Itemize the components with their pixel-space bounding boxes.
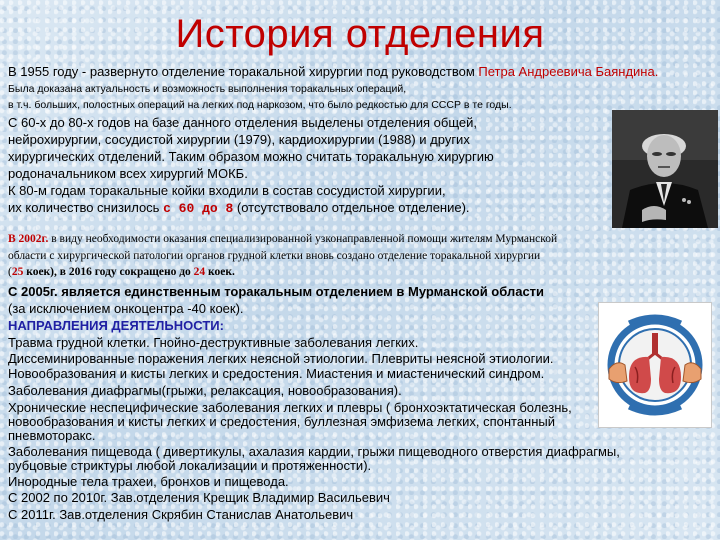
reopen-line-2: области с хирургической патологии органов грудной клетки вновь создано отделение торакальной хирургии [8, 250, 541, 262]
intro-line-3: в т.ч. больших, полостных операций на легких под наркозом, что было редкостью для СССР в те годы. [8, 99, 512, 111]
beds-count-2002: 25 [11, 266, 24, 278]
direction-item: Инородные тела трахеи, бронхов и пищевода. [8, 474, 289, 489]
reopen-line-3 [8, 266, 235, 278]
intro-text: В 1955 году - развернуто отделение торакальной хирургии под руководством [8, 64, 479, 79]
oncology-note: (за исключением онкоцентра -40 коек). [8, 301, 244, 316]
head-of-dept-2002: С 2002 по 2010г. Зав.отделения Крещик Владимир Васильевич [8, 490, 390, 505]
beds-text-2: коек. [205, 266, 235, 278]
direction-item: Диссеминированные поражения легких неясной этиологии. Плевриты неясной этиологии. [8, 351, 554, 366]
reopen-text: в виду необходимости оказания специализированной узконаправленной помощи жителям Мурманской [48, 233, 558, 245]
founder-portrait [612, 110, 718, 228]
beds-count-2016: 24 [193, 266, 206, 278]
beds-text-post: (отсутствовало отдельное отделение). [233, 200, 470, 215]
paren-open: ( [8, 266, 12, 278]
direction-item: пневмоторакс. [8, 428, 96, 443]
reopen-year: В 2002г. [8, 233, 49, 245]
direction-item: Хронические неспецифические заболевания легких и плевры ( бронхоэктатическая болезнь, [8, 400, 572, 415]
directions-heading: НАПРАВЛЕНИЯ ДЕЯТЕЛЬНОСТИ: [8, 318, 224, 333]
history-line-6 [8, 200, 470, 216]
thoracic-surgery-emblem [598, 302, 712, 428]
direction-item: Травма грудной клетки. Гнойно-деструктивные заболевания легких. [8, 335, 419, 350]
unique-dept-line: С 2005г. является единственным торакальным отделением в Мурманской области [8, 284, 545, 299]
history-line-4: родоначальником всех хирургий МОКБ. [8, 166, 248, 181]
direction-item: Новообразования и кисты легких и средостения. Миастения и миастенический синдром. [8, 366, 545, 381]
intro-line-1 [8, 64, 658, 79]
head-of-dept-2011: С 2011г. Зав.отделения Скрябин Станислав Анатольевич [8, 507, 354, 522]
history-line-1: С 60-х до 80-х годов на базе данного отделения выделены отделения общей, [8, 115, 478, 130]
direction-item: рубцовые стриктуры любой локализации и протяженности). [8, 458, 372, 473]
direction-item: новообразования и кисты легких и средостения, буллезная эмфизема легких, спонтанный [8, 414, 556, 429]
direction-item: Заболевания диафрагмы(грыжи, релаксация, новообразования). [8, 383, 402, 398]
page-title: История отделения [175, 12, 545, 56]
beds-reduction: с 60 до 8 [163, 201, 234, 216]
founder-name: Петра Андреевича Баяндина. [478, 64, 659, 79]
intro-line-2: Была доказана актуальность и возможность выполнения торакальных операций, [8, 83, 407, 95]
beds-text-pre: их количество снизилось [8, 200, 164, 215]
history-line-3: хирургических отделений. Таким образом можно считать торакальную хирургию [8, 149, 494, 164]
beds-text-1: коек), в 2016 году сокращено до [23, 266, 194, 278]
direction-item: Заболевания пищевода ( дивертикулы, ахалазия кардии, грыжи пищеводного отверстия диафрагмы, [8, 444, 620, 459]
history-line-2: нейрохирургии, сосудистой хирургии (1979), кардиохирургии (1988) и других [8, 132, 470, 147]
history-line-5: К 80-м годам торакальные койки входили в состав сосудистой хирургии, [8, 183, 446, 198]
reopen-line-1 [8, 233, 557, 245]
